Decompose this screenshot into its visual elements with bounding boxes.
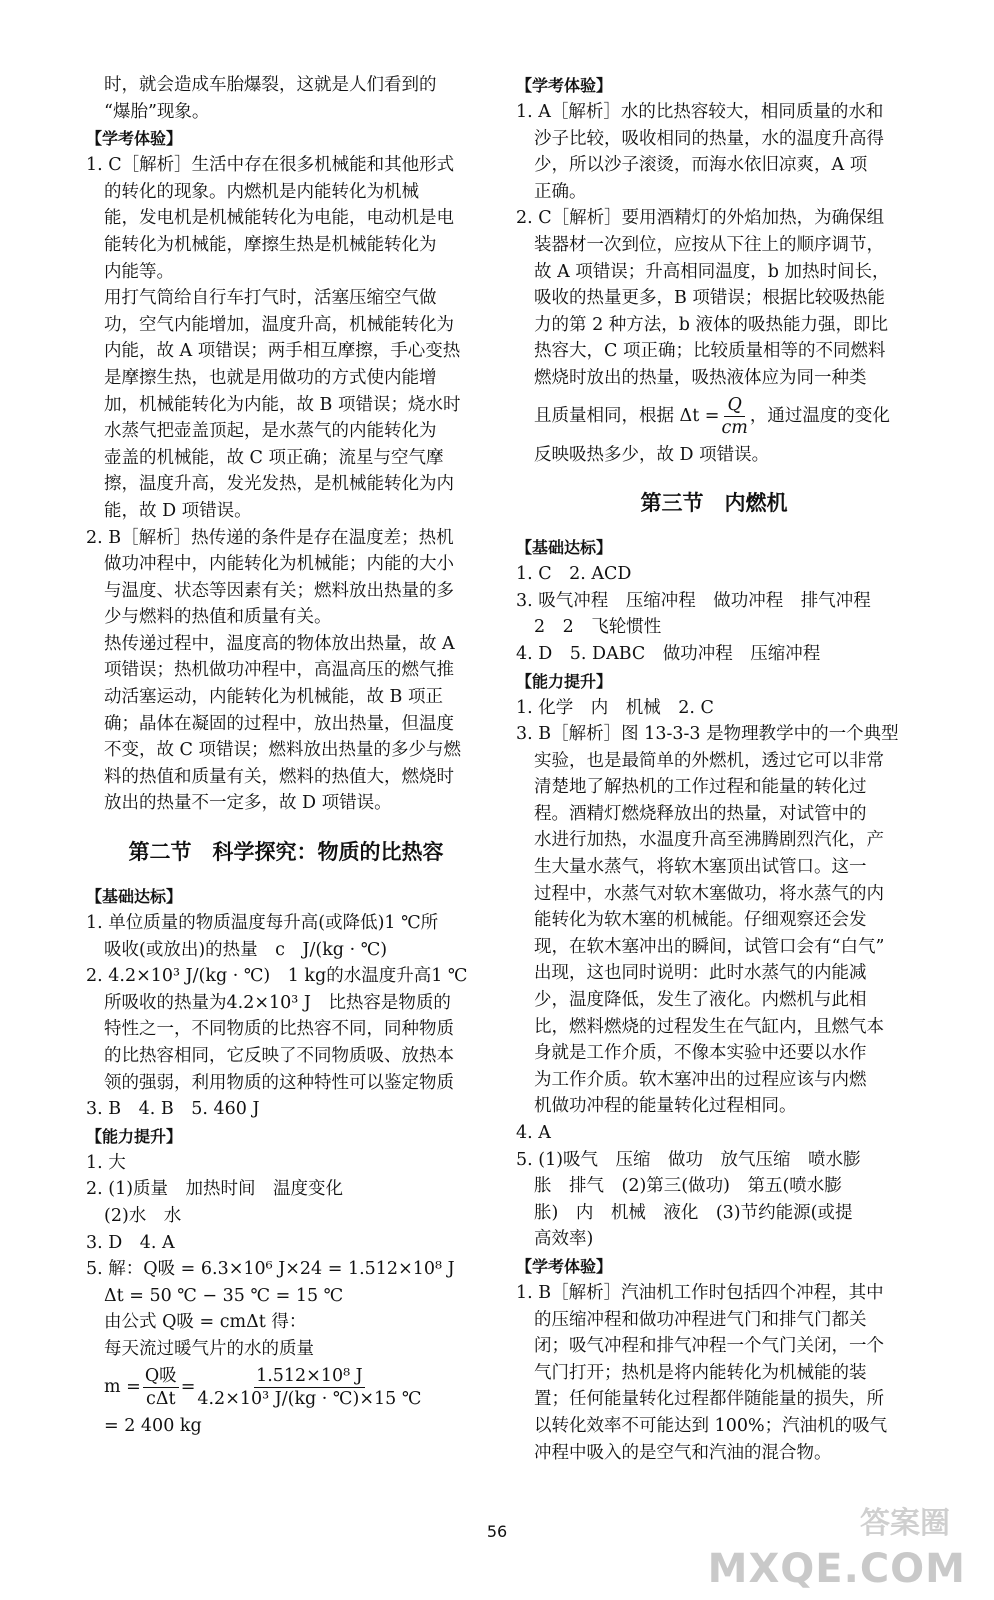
eq-suffix: ，通过温度的变化 xyxy=(749,406,890,427)
text-line: 胀) 内 机械 液化 (3)节约能源(或提 xyxy=(534,1202,853,1223)
section-title: 第三节 内燃机 xyxy=(640,490,788,516)
text-line: 现，在软木塞冲出的瞬间，试管口会有“白气” xyxy=(534,936,885,957)
text-line: 3. B 4. B 5. 460 J xyxy=(86,1099,260,1120)
text-line: 动活塞运动，内能转化为机械能，故 B 项正 xyxy=(104,687,443,708)
watermark-url: MXQE.COM xyxy=(707,1546,966,1592)
text-line: 是摩擦生热，也就是用做功的方式使内能增 xyxy=(104,367,437,388)
text-line: 1. C［解析］生活中存在很多机械能和其他形式 xyxy=(86,155,455,176)
text-line: 燃烧时放出的热量，吸热液体应为同一种类 xyxy=(534,367,867,388)
watermark-logo: 答案圈 xyxy=(860,1506,950,1541)
text-line: 少，温度降低，发生了液化。内燃机与此相 xyxy=(534,990,867,1011)
text-line: 1. B［解析］汽油机工作时包括四个冲程，其中 xyxy=(516,1282,884,1303)
text-line: Δt = 50 ℃ − 35 ℃ = 15 ℃ xyxy=(104,1285,344,1306)
text-line: 故 A 项错误；升高相同温度，b 加热时间长， xyxy=(534,261,890,282)
text-line: 实验，也是最简单的外燃机，透过它可以非常 xyxy=(534,750,884,771)
eq-prefix: 且质量相同，根据 Δt = xyxy=(534,406,720,427)
frac-denominator: cm xyxy=(721,418,748,439)
text-line: 每天流过暖气片的水的质量 xyxy=(104,1338,314,1359)
page-number: 56 xyxy=(486,1522,508,1541)
text-line: 1. 大 xyxy=(86,1152,126,1173)
text-line: 少与燃料的热值和质量有关。 xyxy=(104,607,332,628)
text-line: 1. 化学 内 机械 2. C xyxy=(516,697,714,718)
text-line: 生大量水蒸气，将软木塞顶出试管口。这一 xyxy=(534,857,867,878)
text-line: 高效率) xyxy=(534,1229,594,1250)
text-line: (2)水 水 xyxy=(104,1205,182,1226)
text-line: 1. A［解析］水的比热容较大，相同质量的水和 xyxy=(516,102,884,122)
text-line: 能，发电机是机械能转化为电能，电动机是电 xyxy=(104,208,454,229)
text-line: 功，空气内能增加，温度升高，机械能转化为 xyxy=(104,314,454,335)
text-line: 水进行加热，水温度升高至沸腾剧烈汽化，产 xyxy=(534,830,884,851)
text-line: 5. (1)吸气 压缩 做功 放气压缩 喷水膨 xyxy=(516,1149,861,1170)
eq-lhs: m = xyxy=(104,1377,141,1398)
text-line: 的压缩冲程和做功冲程进气门和排气门都关 xyxy=(534,1309,867,1330)
frac-numerator: Q吸 xyxy=(144,1366,177,1387)
frac-numerator: 1.512×10⁸ J xyxy=(256,1366,363,1387)
text-line: 做功冲程中，内能转化为机械能；内能的大小 xyxy=(104,554,454,575)
text-line: 3. B［解析］图 13-3-3 是物理教学中的一个典型 xyxy=(516,724,899,745)
text-line: 以转化效率不可能达到 100%；汽油机的吸气 xyxy=(534,1415,888,1436)
text-line: 3. D 4. A xyxy=(86,1232,175,1253)
text-line: 吸收(或放出)的热量 c J/(kg · ℃) xyxy=(104,939,388,960)
text-line: 4. A xyxy=(516,1123,551,1143)
right-column xyxy=(516,72,912,1466)
text-line: 内能等。 xyxy=(104,261,174,282)
text-line: 反映吸热多少，故 D 项错误。 xyxy=(534,444,770,465)
text-line: 由公式 Q吸 = cmΔt 得： xyxy=(104,1312,307,1333)
text-line: 料的热值和质量有关，燃料的热值大，燃烧时 xyxy=(104,766,454,787)
frac-denominator: cΔt xyxy=(146,1389,176,1410)
text-line: 机做功冲程的能量转化过程相同。 xyxy=(534,1096,797,1117)
section-label: 【基础达标】 xyxy=(516,538,613,558)
text-line: 擦，温度升高，发光发热，是机械能转化为内 xyxy=(104,474,454,495)
text-line: 5. 解：Q吸 = 6.3×10⁶ J×24 = 1.512×10⁸ J xyxy=(86,1259,455,1280)
text-line: 2. B［解析］热传递的条件是存在温度差；热机 xyxy=(86,527,454,548)
text-line: 出现，这也同时说明：此时水蒸气的内能减 xyxy=(534,963,867,984)
text-line: 确；晶体在凝固的过程中，放出热量，但温度 xyxy=(104,713,454,734)
text-line: 2 2 飞轮惯性 xyxy=(534,617,662,638)
text-line: 清楚地了解热机的工作过程和能量的转化过 xyxy=(534,777,867,798)
equation-fraction xyxy=(516,392,912,442)
text-line: 能转化为机械能，摩擦生热是机械能转化为 xyxy=(104,234,437,255)
equation-fraction xyxy=(86,1363,486,1413)
text-line: 沙子比较，吸收相同的热量，水的温度升高得 xyxy=(534,128,884,149)
text-line: 的比热容相同，它反映了不同物质吸、放热本 xyxy=(104,1046,454,1066)
text-line: 不变，故 C 项错误；燃料放出热量的多少与燃 xyxy=(104,740,462,761)
text-line: 领的强弱，利用物质的这种特性可以鉴定物质 xyxy=(104,1072,454,1093)
text-line: = 2 400 kg xyxy=(104,1415,202,1436)
text-line: 所吸收的热量为4.2×10³ J 比热容是物质的 xyxy=(104,992,451,1013)
text-line: 1. C 2. ACD xyxy=(516,564,632,585)
text-line: 的转化的现象。内燃机是内能转化为机械 xyxy=(104,181,419,202)
text-line: 1. 单位质量的物质温度每升高(或降低)1 ℃所 xyxy=(86,913,439,934)
left-column xyxy=(86,72,486,1439)
text-line: 4. D 5. DABC 做功冲程 压缩冲程 xyxy=(516,643,821,664)
text-line: 比，燃料燃烧的过程发生在气缸内，且燃气本 xyxy=(534,1016,884,1037)
text-line: 加，机械能转化为内能，故 B 项错误；烧水时 xyxy=(104,394,461,415)
text-line: 力的第 2 种方法，b 液体的吸热能力强，即比 xyxy=(534,314,889,335)
text-line: 内能，故 A 项错误；两手相互摩擦，手心变热 xyxy=(104,341,461,362)
text-line: 装器材一次到位，应按从下往上的顺序调节， xyxy=(534,234,884,255)
text-line: 热容大，C 项正确；比较质量相等的不同燃料 xyxy=(534,341,886,362)
text-line: 置；任何能量转化过程都伴随能量的损失，所 xyxy=(534,1389,884,1410)
text-line: 2. C［解析］要用酒精灯的外焰加热，为确保组 xyxy=(516,208,885,229)
section-label: 【学考体验】 xyxy=(86,129,183,149)
frac-denominator: 4.2×10³ J/(kg · ℃)×15 ℃ xyxy=(197,1389,422,1410)
text-line: 放出的热量不一定多，故 D 项错误。 xyxy=(104,793,392,814)
text-line: 能转化为软木塞的机械能。仔细观察还会发 xyxy=(534,910,867,931)
text-line: 2. (1)质量 加热时间 温度变化 xyxy=(86,1179,344,1200)
text-line: 时，就会造成车胎爆裂，这就是人们看到的 xyxy=(104,75,437,95)
text-line: 与温度、状态等因素有关；燃料放出热量的多 xyxy=(104,580,454,601)
text-line: 3. 吸气冲程 压缩冲程 做功冲程 排气冲程 xyxy=(516,590,871,611)
text-line: 特性之一，不同物质的比热容不同，同种物质 xyxy=(104,1019,454,1040)
text-line: 2. 4.2×10³ J/(kg · ℃) 1 kg的水温度升高1 ℃ xyxy=(86,966,468,987)
text-line: 身就是工作介质，不像本实验中还要以水作 xyxy=(534,1043,867,1064)
text-line: 气门打开；热机是将内能转化为机械能的装 xyxy=(534,1362,867,1383)
section-label: 【学考体验】 xyxy=(516,76,613,95)
text-line: 过程中，水蒸气对软木塞做功，将水蒸气的内 xyxy=(534,883,884,904)
eq-sign: = xyxy=(180,1377,196,1398)
text-line: 闭；吸气冲程和排气冲程一个气门关闭，一个 xyxy=(534,1336,884,1357)
text-line: 用打气筒给自行车打气时，活塞压缩空气做 xyxy=(104,288,437,309)
text-line: 正确。 xyxy=(534,181,587,202)
section-title: 第二节 科学探究：物质的比热容 xyxy=(128,839,444,865)
text-line: 能，故 D 项错误。 xyxy=(104,500,252,521)
text-line: 为工作介质。软木塞冲出的过程应该与内燃 xyxy=(534,1069,867,1090)
text-line: “爆胎”现象。 xyxy=(104,101,210,122)
section-label: 【学考体验】 xyxy=(516,1256,613,1276)
text-line: 项错误；热机做功冲程中，高温高压的燃气推 xyxy=(104,660,454,681)
section-label: 【基础达标】 xyxy=(86,887,183,907)
text-line: 少，所以沙子滚烫，而海水依旧凉爽，A 项 xyxy=(534,155,868,176)
text-line: 热传递过程中，温度高的物体放出热量，故 A xyxy=(104,633,455,654)
text-line: 吸收的热量更多，B 项错误；根据比较吸热能 xyxy=(534,288,885,309)
text-line: 壶盖的机械能，故 C 项正确；流星与空气摩 xyxy=(104,447,444,468)
text-line: 胀 排气 (2)第三(做功) 第五(喷水膨 xyxy=(534,1176,842,1197)
text-line: 冲程中吸入的是空气和汽油的混合物。 xyxy=(534,1442,832,1463)
section-label: 【能力提升】 xyxy=(516,671,613,691)
section-label: 【能力提升】 xyxy=(86,1126,183,1146)
text-line: 程。酒精灯燃烧释放出的热量，对试管中的 xyxy=(534,803,867,824)
text-line: 水蒸气把壶盖顶起，是水蒸气的内能转化为 xyxy=(104,421,437,442)
frac-numerator: Q xyxy=(724,394,744,417)
